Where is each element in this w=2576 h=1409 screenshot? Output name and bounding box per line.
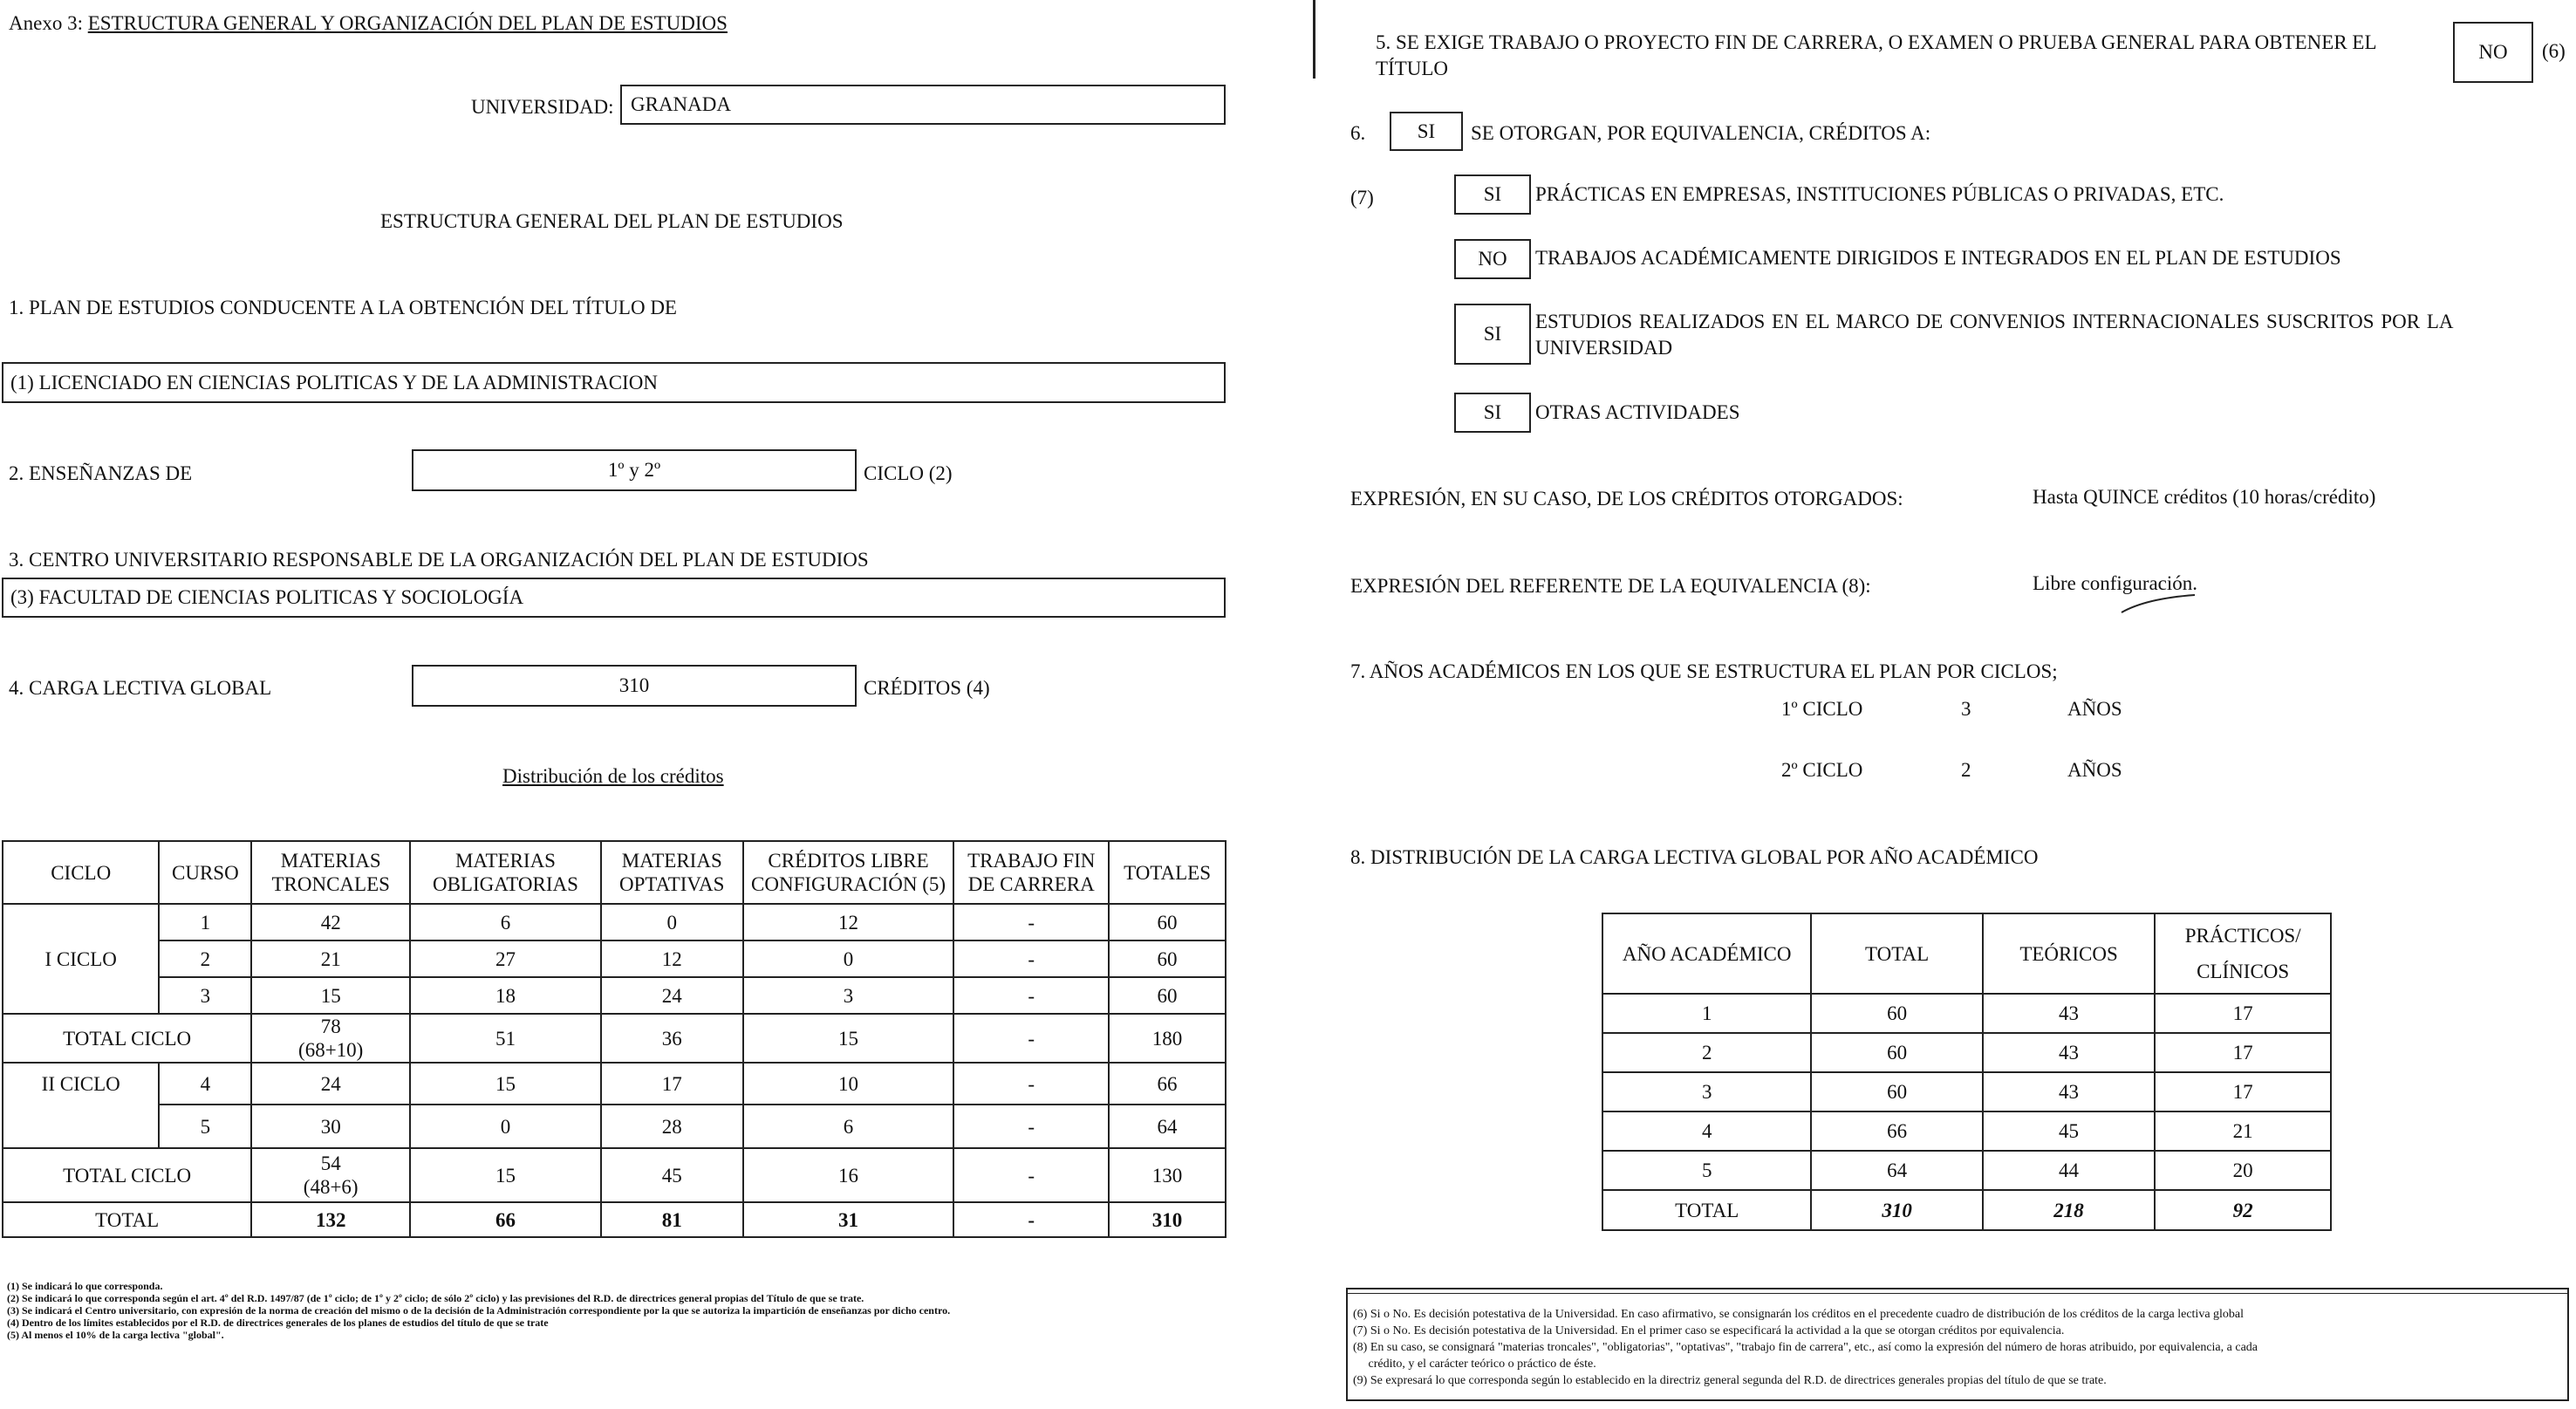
table-cell: 66	[410, 1202, 601, 1237]
table-cell: 15	[251, 977, 410, 1014]
table-cell: 60	[1811, 1033, 1982, 1072]
table-cell: 4	[1602, 1111, 1811, 1151]
section5-line1: 5. SE EXIGE TRABAJO O PROYECTO FIN DE CARRERA, O EXAMEN O PRUEBA GENERAL PARA OBTENER EL	[1376, 31, 2377, 53]
page-divider	[1313, 0, 1315, 79]
item3-value: SI	[1483, 323, 1502, 345]
table-cell: 2	[159, 940, 251, 977]
table-cell	[251, 1014, 410, 1063]
header-cell: TEÓRICOS	[1983, 913, 2156, 994]
item3-field	[1454, 304, 1531, 365]
table-cell: 27	[410, 940, 601, 977]
total-label: TOTAL	[3, 1202, 251, 1237]
footnote: (3) Se indicará el Centro universitario, con expresión de la norma de creación del mismo o de la decisión de la Administración correspondiente por la que se autoriza la impartición de enseñanzas por dicho centro.	[7, 1304, 951, 1317]
table-cell: 310	[1811, 1190, 1982, 1230]
footnote: (6) Si o No. Es decisión potestativa de la Universidad. En caso afirmativo, se consignarán los créditos en el precedente cuadro de distribución de los créditos de la carga lectiva global	[1353, 1308, 2245, 1321]
footnote: (2) Se indicará lo que corresponda según el art. 4º del R.D. 1497/87 (de 1º ciclo; de 1º y 2º ciclo; de sólo 2º ciclo) y las previsiones del R.D. de directrices general propias del Título de que se trate.	[7, 1292, 864, 1304]
equivalence-field	[1390, 112, 1463, 151]
table-cell: 42	[251, 904, 410, 940]
table-cell: -	[953, 1105, 1109, 1148]
table-cell: 45	[1983, 1111, 2156, 1151]
table-cell: 28	[601, 1105, 743, 1148]
table-cell: 66	[1109, 1063, 1226, 1105]
table-cell: 31	[743, 1202, 954, 1237]
table-row	[3, 1063, 1226, 1105]
header-cell-line: CLÍNICOS	[2197, 961, 2290, 982]
table-cell: -	[953, 1202, 1109, 1237]
table-row	[3, 977, 1226, 1014]
annex-title: ESTRUCTURA GENERAL Y ORGANIZACIÓN DEL PLAN DE ESTUDIOS	[87, 12, 728, 34]
cycle2-cell: II CICLO	[3, 1063, 159, 1148]
expression1-value: Hasta QUINCE créditos (10 horas/crédito)	[2033, 486, 2376, 508]
section7-label: 7. AÑOS ACADÉMICOS EN LOS QUE SE ESTRUCTURA EL PLAN POR CICLOS;	[1350, 660, 2058, 682]
section2-label: 2. ENSEÑANZAS DE	[9, 462, 193, 484]
table-cell: 17	[2155, 1033, 2331, 1072]
table-row	[3, 904, 1226, 940]
table-cell: -	[953, 940, 1109, 977]
table-row	[3, 1148, 1226, 1202]
university-field	[620, 85, 1226, 125]
structure-title: ESTRUCTURA GENERAL DEL PLAN DE ESTUDIOS	[380, 210, 844, 232]
academic-year-table	[1602, 913, 2332, 1231]
distribution-title: Distribución de los créditos	[502, 765, 724, 787]
section5-note: (6)	[2542, 40, 2566, 62]
university-value: GRANADA	[631, 93, 731, 115]
table-row	[3, 1105, 1226, 1148]
footnote: (9) Se expresará lo que corresponda según lo establecido en la directriz general segunda del R.D. de directrices generales propias del título de que se trate.	[1353, 1374, 2107, 1387]
table-cell: 3	[159, 977, 251, 1014]
header-cell: MATERIAS OBLIGATORIAS	[410, 841, 601, 904]
final-project-field	[2453, 22, 2533, 83]
item2-field	[1454, 239, 1531, 279]
table-cell: 15	[410, 1148, 601, 1202]
table-cell: 0	[410, 1105, 601, 1148]
header-cell: MATERIAS TRONCALES	[251, 841, 410, 904]
section8-label: 8. DISTRIBUCIÓN DE LA CARGA LECTIVA GLOBAL POR AÑO ACADÉMICO	[1350, 846, 2039, 868]
item4-text: OTRAS ACTIVIDADES	[1535, 401, 1740, 423]
header-cell	[2155, 913, 2331, 994]
table-cell: 60	[1811, 994, 1982, 1033]
total-label: TOTAL	[1602, 1190, 1811, 1230]
footnote: (5) Al menos el 10% de la carga lectiva "global".	[7, 1329, 224, 1341]
troncales-total: 78	[320, 1016, 341, 1037]
table-cell: 15	[743, 1014, 954, 1063]
table-cell: 218	[1983, 1190, 2156, 1230]
degree-title-value: (1) LICENCIADO EN CIENCIAS POLITICAS Y DE LA ADMINISTRACION	[10, 371, 658, 393]
table-cell: 0	[601, 904, 743, 940]
table-cell: 81	[601, 1202, 743, 1237]
table-cell: 92	[2155, 1190, 2331, 1230]
header-cell: CURSO	[159, 841, 251, 904]
cycles-value: 1º y 2º	[607, 459, 661, 481]
section6-num: 6.	[1350, 122, 1366, 144]
header-cell: AÑO ACADÉMICO	[1602, 913, 1811, 994]
table-cell: 130	[1109, 1148, 1226, 1202]
item1-text: PRÁCTICAS EN EMPRESAS, INSTITUCIONES PÚBLICAS O PRIVADAS, ETC.	[1535, 183, 2224, 205]
table-cell: 51	[410, 1014, 601, 1063]
table-cell: 16	[743, 1148, 954, 1202]
global-load-value: 310	[618, 674, 650, 696]
footnote: (4) Dentro de los límites establecidos por el R.D. de directrices generales de los planes de estudios del título de que se trate	[7, 1317, 549, 1329]
cycles-suffix: CICLO (2)	[864, 462, 953, 484]
table-row	[3, 1014, 1226, 1063]
table-cell: 24	[601, 977, 743, 1014]
annex-header	[9, 12, 728, 35]
item3-text2: UNIVERSIDAD	[1535, 337, 1673, 359]
total-cycle-label: TOTAL CICLO	[3, 1148, 251, 1202]
table-cell: 43	[1983, 1033, 2156, 1072]
table-cell: 60	[1109, 904, 1226, 940]
table-cell: 6	[743, 1105, 954, 1148]
table-cell: 2	[1602, 1033, 1811, 1072]
header-cell: TRABAJO FIN DE CARRERA	[953, 841, 1109, 904]
item3-text: ESTUDIOS REALIZADOS EN EL MARCO DE CONVENIOS INTERNACIONALES SUSCRITOS POR LA	[1535, 311, 2454, 332]
table-cell: 5	[1602, 1151, 1811, 1190]
faculty-value: (3) FACULTAD DE CIENCIAS POLITICAS Y SOCIOLOGÍA	[10, 586, 524, 608]
table-cell: 15	[410, 1063, 601, 1105]
troncales-total: 54	[320, 1153, 341, 1174]
table-cell: 36	[601, 1014, 743, 1063]
university-label: UNIVERSIDAD:	[471, 96, 614, 118]
troncales-breakdown: (68+10)	[298, 1039, 364, 1061]
header-cell: CRÉDITOS LIBRE CONFIGURACIÓN (5)	[743, 841, 954, 904]
footnotes-rule	[1346, 1293, 2569, 1294]
footnote: (1) Se indicará lo que corresponda.	[7, 1280, 163, 1292]
table-header-row	[1602, 913, 2331, 994]
table-cell	[251, 1148, 410, 1202]
table-cell: -	[953, 904, 1109, 940]
section4-label: 4. CARGA LECTIVA GLOBAL	[9, 677, 272, 699]
table-cell: 17	[601, 1063, 743, 1105]
cycle1-years-label: 1º CICLO	[1781, 698, 1863, 720]
table-cell: 0	[743, 940, 954, 977]
table-header-row	[3, 841, 1226, 904]
table-cell: 30	[251, 1105, 410, 1148]
cycle1-cell: I CICLO	[3, 904, 159, 1014]
footnote: crédito, y el carácter teórico o práctico de éste.	[1353, 1358, 1596, 1371]
table-cell: 21	[251, 940, 410, 977]
expression2-value: Libre configuración.	[2033, 572, 2198, 594]
header-cell-line: PRÁCTICOS/	[2184, 925, 2301, 947]
table-cell: 1	[1602, 994, 1811, 1033]
troncales-breakdown: (48+6)	[303, 1176, 359, 1198]
item2-value: NO	[1478, 248, 1507, 270]
expression1-label: EXPRESIÓN, EN SU CASO, DE LOS CRÉDITOS OTORGADOS:	[1350, 488, 1903, 510]
item1-field	[1454, 174, 1531, 215]
table-cell: 60	[1109, 977, 1226, 1014]
table-cell: 20	[2155, 1151, 2331, 1190]
faculty-field	[2, 578, 1226, 618]
table-row	[1602, 1151, 2331, 1190]
table-cell: -	[953, 1014, 1109, 1063]
table-cell: 43	[1983, 1072, 2156, 1111]
table-cell: 21	[2155, 1111, 2331, 1151]
cycle1-years-unit: AÑOS	[2067, 698, 2122, 720]
item2-text: TRABAJOS ACADÉMICAMENTE DIRIGIDOS E INTEGRADOS EN EL PLAN DE ESTUDIOS	[1535, 247, 2341, 269]
final-project-value: NO	[2478, 41, 2508, 63]
section3-label: 3. CENTRO UNIVERSITARIO RESPONSABLE DE LA ORGANIZACIÓN DEL PLAN DE ESTUDIOS	[9, 549, 869, 571]
table-cell: -	[953, 977, 1109, 1014]
global-load-suffix: CRÉDITOS (4)	[864, 677, 990, 699]
footnote: (8) En su caso, se consignará "materias troncales", "obligatorias", "optativas", "trabajo fin de carrera", etc., así como la expresión del número de horas atribuido, por equivalencia, a cada	[1353, 1341, 2258, 1354]
table-cell: 44	[1983, 1151, 2156, 1190]
annex-label: Anexo 3:	[9, 12, 83, 34]
table-cell: -	[953, 1148, 1109, 1202]
table-row	[1602, 1072, 2331, 1111]
table-cell: 10	[743, 1063, 954, 1105]
table-cell: 45	[601, 1148, 743, 1202]
table-cell: 180	[1109, 1014, 1226, 1063]
table-row	[3, 940, 1226, 977]
table-row	[1602, 994, 2331, 1033]
item4-value: SI	[1483, 401, 1502, 423]
equivalence-value: SI	[1417, 120, 1436, 142]
table-cell: 17	[2155, 994, 2331, 1033]
table-cell: 60	[1811, 1072, 1982, 1111]
global-load-field	[412, 665, 857, 707]
header-cell: TOTALES	[1109, 841, 1226, 904]
item4-field	[1454, 393, 1531, 433]
cycle2-years-label: 2º CICLO	[1781, 759, 1863, 781]
table-cell: 132	[251, 1202, 410, 1237]
cycle1-years-count: 3	[1961, 698, 1971, 720]
credits-table	[2, 840, 1227, 1238]
table-cell: 12	[601, 940, 743, 977]
expression2-label: EXPRESIÓN DEL REFERENTE DE LA EQUIVALENCIA (8):	[1350, 575, 1871, 597]
table-row	[1602, 1111, 2331, 1151]
cycle2-years-unit: AÑOS	[2067, 759, 2122, 781]
table-cell: 3	[1602, 1072, 1811, 1111]
table-cell: 5	[159, 1105, 251, 1148]
table-total-row	[1602, 1190, 2331, 1230]
degree-title-field	[2, 362, 1226, 403]
table-row	[1602, 1033, 2331, 1072]
table-cell: 24	[251, 1063, 410, 1105]
table-cell: 18	[410, 977, 601, 1014]
table-cell: 17	[2155, 1072, 2331, 1111]
table-cell: 6	[410, 904, 601, 940]
table-cell: 4	[159, 1063, 251, 1105]
total-cycle-label: TOTAL CICLO	[3, 1014, 251, 1063]
table-cell: 64	[1109, 1105, 1226, 1148]
table-cell: -	[953, 1063, 1109, 1105]
section6-text: SE OTORGAN, POR EQUIVALENCIA, CRÉDITOS A:	[1471, 122, 1931, 144]
header-cell: CICLO	[3, 841, 159, 904]
section1-label: 1. PLAN DE ESTUDIOS CONDUCENTE A LA OBTENCIÓN DEL TÍTULO DE	[9, 297, 677, 318]
section6-note: (7)	[1350, 187, 1374, 209]
table-cell: 3	[743, 977, 954, 1014]
table-cell: 310	[1109, 1202, 1226, 1237]
handwritten-stroke	[2120, 590, 2198, 616]
table-cell: 43	[1983, 994, 2156, 1033]
table-cell: 64	[1811, 1151, 1982, 1190]
item1-value: SI	[1483, 183, 1502, 205]
cycles-field	[412, 449, 857, 491]
right-footnotes	[1353, 1306, 2258, 1389]
table-cell: 66	[1811, 1111, 1982, 1151]
table-total-row	[3, 1202, 1226, 1237]
table-cell: 12	[743, 904, 954, 940]
header-cell: MATERIAS OPTATIVAS	[601, 841, 743, 904]
left-footnotes	[7, 1280, 950, 1341]
footnote: (7) Si o No. Es decisión potestativa de la Universidad. En el primer caso se especificará la actividad a la que se otorgan créditos por equivalencia.	[1353, 1324, 2065, 1337]
cycle2-years-count: 2	[1961, 759, 1971, 781]
header-cell: TOTAL	[1811, 913, 1982, 994]
table-cell: 60	[1109, 940, 1226, 977]
section5-line2: TÍTULO	[1376, 58, 1449, 79]
table-cell: 1	[159, 904, 251, 940]
